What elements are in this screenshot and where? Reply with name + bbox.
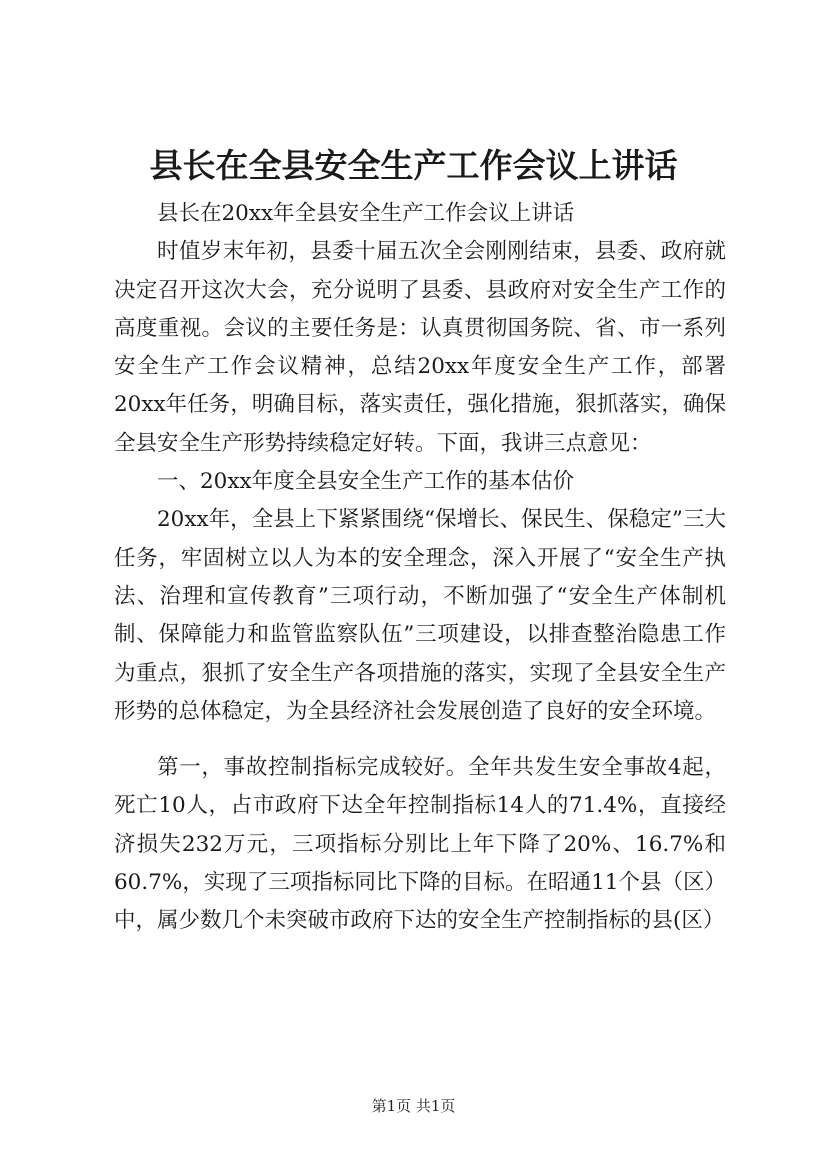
page-number: 第1页 共1页	[371, 1097, 456, 1115]
summary-paragraph: 20xx年，全县上下紧紧围绕“保增长、保民生、保稳定”三大任务，牢固树立以人为本的安全理念，深入开展了“安全生产执法、治理和宣传教育”三项行动，不断加强了“安全生产体制机制、保障能力和监管监察队伍”三项建设，以排查整治隐患工作为重点，狠抓了安全生产各项措施的落实，实现了全县安全生产形势的总体稳定，为全县经济社会发展创造了良好的安全环境。	[114, 507, 726, 724]
intro-paragraph: 时值岁末年初，县委十届五次全会刚刚结束，县委、政府就决定召开这次大会，充分说明了县委、县政府对安全生产工作的高度重视。会议的主要任务是：认真贯彻国务院、省、市一系列安全生产工作会议精神，总结20xx年度安全生产工作，部署20xx年任务，明确目标，落实责任，强化措施，狠抓落实，确保全县安全生产形势持续稳定好转。下面，我讲三点意见：	[114, 239, 726, 456]
document-title: 县长在全县安全生产工作会议上讲话	[149, 146, 678, 185]
subtitle-paragraph: 县长在20xx年全县安全生产工作会议上讲话	[157, 201, 575, 226]
point-one-paragraph: 第一，事故控制指标完成较好。全年共发生安全事故4起，死亡10人，占市政府下达全年控制指标14人的71.4%，直接经济损失232万元，三项指标分别比上年下降了20%、16.7%和60.7%，实现了三项指标同比下降的目标。在昭通11个县（区）中，属少数几个未突破市政府下达的安全生产控制指标的县(区）	[114, 755, 726, 934]
section-heading: 一、20xx年度全县安全生产工作的基本估价	[157, 469, 575, 495]
document-body	[114, 195, 726, 941]
